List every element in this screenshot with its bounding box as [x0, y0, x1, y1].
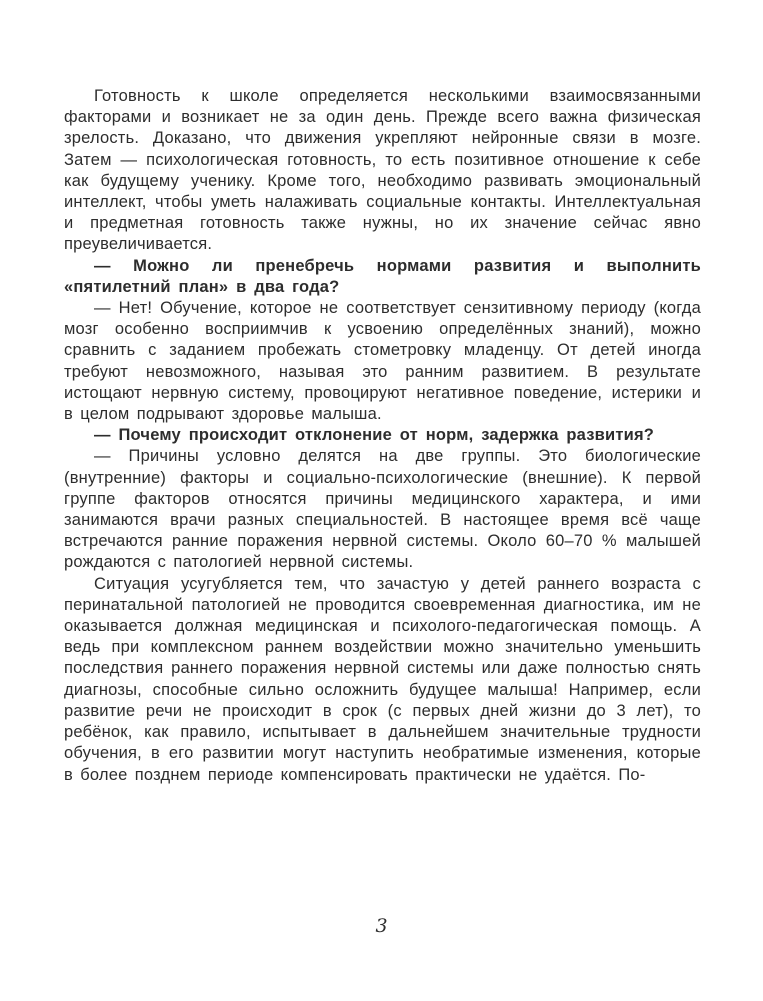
text-block [64, 86, 701, 786]
question-paragraph: — Почему происходит отклонение от норм, задержка развития? [94, 426, 655, 445]
paragraph: Готовность к школе определяется несколькими взаимосвязанными факторами и возникает не за один день. Прежде всего важна физическая зрелость. Доказано, что движения укрепляют нейронные связи в мозге. Затем — психологическая готовность, то есть позитивное отношение к себе как будущему ученику. Кроме того, необходимо развивать эмоциональный интеллект, чтобы уметь налаживать социальные контакты. Интеллектуальная и предметная готовность также нужны, но их значение сейчас явно преувеличивается. [64, 87, 701, 254]
page-number: 3 [375, 915, 388, 937]
question-paragraph: — Можно ли пренебречь нормами развития и выполнить «пятилетний план» в два года? [64, 256, 701, 296]
paragraph: Ситуация усугубляется тем, что зачастую у детей раннего возраста с перинатальной патологией не проводится своевременная диагностика, им не оказывается должная медицинская и психолого-педагогическая помощь. А ведь при комплексном раннем воздействии можно значительно уменьшить последствия раннего поражения нервной системы или даже полностью снять диагнозы, способные сильно осложнить будущее малыша! Например, если развитие речи не происходит в срок (с первых дней жизни до 3 лет), то ребёнок, как правило, испытывает в дальнейшем значительные трудности обучения, в его развитии могут наступить необратимые изменения, которые в более позднем периоде компенсировать практически не удаётся. По- [64, 574, 701, 784]
paragraph: — Нет! Обучение, которое не соответствует сензитивному периоду (когда мозг особенно восприимчив к усвоению определённых знаний), можно сравнить с заданием пробежать стометровку младенцу. От детей иногда требуют невозможного, называя это ранним развитием. В результате истощают нервную систему, провоцируют негативное поведение, истерики и в целом подрывают здоровье малыша. [64, 299, 701, 424]
paragraph: — Причины условно делятся на две группы. Это биологические (внутренние) факторы и социально-психологические (внешние). К первой группе факторов относятся причины медицинского характера, и ими занимаются врачи разных специальностей. В настоящее время всё чаще встречаются ранние поражения нервной системы. Около 60–70 % малышей рождаются с патологией нервной системы. [64, 447, 701, 572]
